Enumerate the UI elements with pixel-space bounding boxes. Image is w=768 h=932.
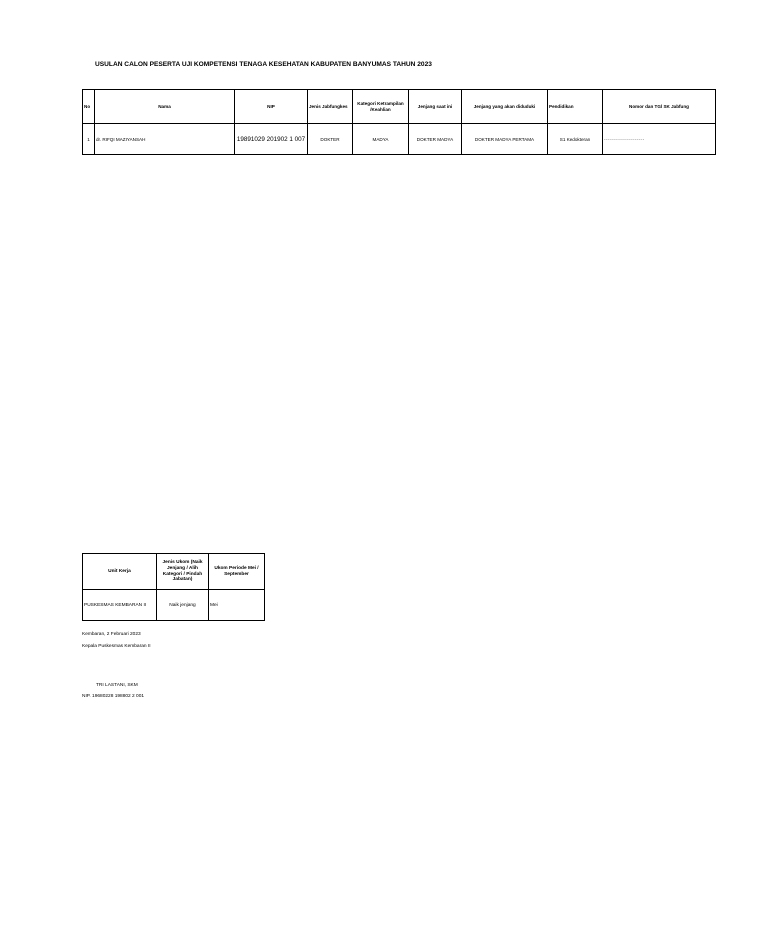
cell-no: 1 [83,124,95,155]
table-row [83,590,265,621]
cell-unit-kerja: PUSKESMAS KEMBARAN II [83,590,157,621]
candidate-table [82,89,716,155]
signature-position: Kepala Puskesmas Kembaran II [82,644,151,649]
document-title: USULAN CALON PESERTA UJI KOMPETENSI TENAGA KESEHATAN KABUPATEN BANYUMAS TAHUN 2023 [95,61,432,68]
header-jenis-ukom: Jenis Ukom (Naik Jenjang / Alih Kategori / Pindah Jabatan) [157,554,209,590]
header-jenis-jabfung: Jenis Jabfungkes [308,90,353,124]
cell-nip: 19891029 201902 1 007 [235,124,308,155]
header-nama: Nama [95,90,235,124]
table-header-row [83,90,716,124]
signature-place-date: Kembaran, 2 Februari 2023 [82,632,141,637]
header-pendidikan: Pendidikan [548,90,603,124]
cell-jenis-jabfung: DOKTER [308,124,353,155]
cell-jenis-ukom: Naik jenjang [157,590,209,621]
header-jenjang-saat-ini: Jenjang saat ini [409,90,462,124]
signature-name: TRI LASTANI, SKM [96,683,138,688]
cell-nomor-sk: -------------------- [603,124,716,155]
header-nip: NIP [235,90,308,124]
cell-pendidikan: S1 Kedokteran [548,124,603,155]
header-ukom-periode: Ukom Periode Mei / September [209,554,265,590]
header-jenjang-diduduki: Jenjang yang akan diduduki [462,90,548,124]
cell-jenjang-diduduki: DOKTER MADYA PERTAMA [462,124,548,155]
cell-nama: dr. RIFQI MAZIYANSAH [95,124,235,155]
header-nomor-sk: Nomor dan TGl SK Jabfung [603,90,716,124]
header-kategori: Kategori Ketrampilan /Keahlian [353,90,409,124]
unit-header-row [83,554,265,590]
unit-table [82,553,265,621]
signature-nip: NIP. 19680228 198802 2 001 [82,694,145,699]
cell-kategori: MADYA [353,124,409,155]
cell-jenjang-saat-ini: DOKTER MADYA [409,124,462,155]
header-no: No [83,90,95,124]
cell-ukom-periode: Mei [209,590,265,621]
header-unit-kerja: Unit Kerja [83,554,157,590]
table-row [83,124,716,155]
